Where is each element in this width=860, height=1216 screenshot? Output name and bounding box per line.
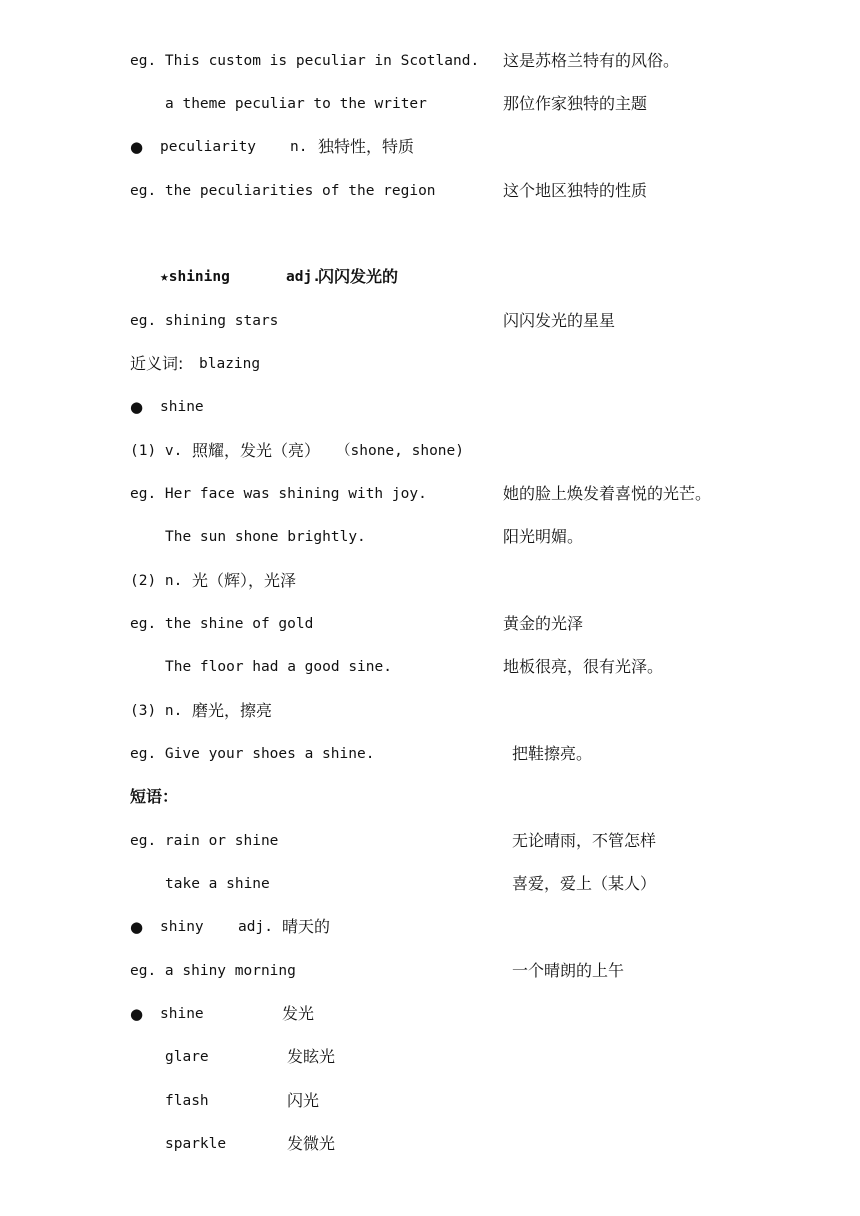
example-english: eg. the shine of gold (130, 616, 314, 632)
bullet-icon: ● (130, 1005, 144, 1023)
bullet-icon: ● (130, 138, 144, 156)
sense-line (0, 439, 860, 463)
entry-meaning: 发眩光 (287, 1047, 336, 1066)
example-chinese: 无论晴雨，不管怎样 (512, 831, 657, 850)
example-chinese: 阳光明媚。 (503, 527, 584, 546)
bullet-entry (0, 915, 860, 939)
example-line (0, 612, 860, 636)
example-chinese: 闪闪发光的星星 (503, 311, 616, 330)
bullet-icon: ● (130, 918, 144, 936)
example-english: eg. shining stars (130, 313, 279, 329)
synonym-label: 近义词: (130, 354, 184, 373)
bullet-entry (0, 135, 860, 159)
sense-number: (3) n. (130, 703, 183, 719)
example-chinese: 这个地区独特的性质 (503, 181, 648, 200)
section-heading-line (0, 785, 860, 809)
example-chinese: 黄金的光泽 (503, 614, 584, 633)
headword-meaning: 闪闪发光的 (318, 267, 399, 286)
entry-word: shine (160, 1006, 204, 1022)
entry-pos: adj. (238, 919, 273, 935)
entry-word: shine (160, 399, 204, 415)
example-line (0, 49, 860, 73)
synonym-entry (0, 1045, 860, 1069)
example-chinese: 喜爱，爱上（某人） (512, 874, 657, 893)
entry-meaning: 晴天的 (282, 917, 331, 936)
entry-pos: n. (290, 139, 308, 155)
entry-meaning: 发光 (282, 1004, 315, 1023)
example-english: eg. the peculiarities of the region (130, 183, 436, 199)
sense-extra: （shone, shone) (336, 443, 464, 459)
example-line (0, 872, 860, 896)
example-chinese: 一个晴朗的上午 (512, 961, 625, 980)
sense-line (0, 569, 860, 593)
synonym-word: blazing (199, 356, 261, 372)
sense-meaning: 磨光，擦亮 (192, 701, 273, 720)
entry-meaning: 发微光 (287, 1134, 336, 1153)
example-line (0, 92, 860, 116)
example-line (0, 482, 860, 506)
example-line (0, 179, 860, 203)
example-line (0, 742, 860, 766)
bullet-entry (0, 395, 860, 419)
bullet-icon: ● (130, 398, 144, 416)
entry-word: flash (165, 1093, 209, 1109)
example-chinese: 那位作家独特的主题 (503, 94, 648, 113)
entry-word: shiny (160, 919, 204, 935)
entry-word: peculiarity (160, 139, 257, 155)
example-line (0, 959, 860, 983)
headword-entry (0, 265, 860, 289)
section-heading: 短语： (130, 787, 179, 806)
example-chinese: 把鞋擦亮。 (512, 744, 593, 763)
example-line (0, 829, 860, 853)
example-line (0, 525, 860, 549)
example-english: a theme peculiar to the writer (165, 96, 427, 112)
example-english: take a shine (165, 876, 270, 892)
sense-number: (1) v. (130, 443, 183, 459)
synonym-entry (0, 1132, 860, 1156)
example-english: eg. This custom is peculiar in Scotland. (130, 53, 480, 69)
example-english: eg. Her face was shining with joy. (130, 486, 427, 502)
headword-pos: adj. (286, 269, 321, 285)
headword: ★shining (160, 269, 230, 285)
example-english: The sun shone brightly. (165, 529, 366, 545)
example-chinese: 地板很亮，很有光泽。 (503, 657, 664, 676)
sense-number: (2) n. (130, 573, 183, 589)
sense-meaning: 光（辉），光泽 (192, 571, 297, 590)
example-chinese: 她的脸上焕发着喜悦的光芒。 (503, 484, 712, 503)
entry-word: sparkle (165, 1136, 227, 1152)
example-english: eg. Give your shoes a shine. (130, 746, 375, 762)
example-english: eg. rain or shine (130, 833, 279, 849)
entry-word: glare (165, 1049, 209, 1065)
example-chinese: 这是苏格兰特有的风俗。 (503, 51, 680, 70)
example-line (0, 655, 860, 679)
sense-line (0, 699, 860, 723)
bullet-entry (0, 1002, 860, 1026)
entry-meaning: 闪光 (287, 1091, 320, 1110)
synonym-line (0, 352, 860, 376)
sense-meaning: 照耀，发光（亮） (192, 441, 321, 460)
example-line (0, 309, 860, 333)
entry-meaning: 独特性，特质 (318, 137, 415, 156)
example-english: eg. a shiny morning (130, 963, 296, 979)
example-english: The floor had a good sine. (165, 659, 392, 675)
synonym-entry (0, 1089, 860, 1113)
